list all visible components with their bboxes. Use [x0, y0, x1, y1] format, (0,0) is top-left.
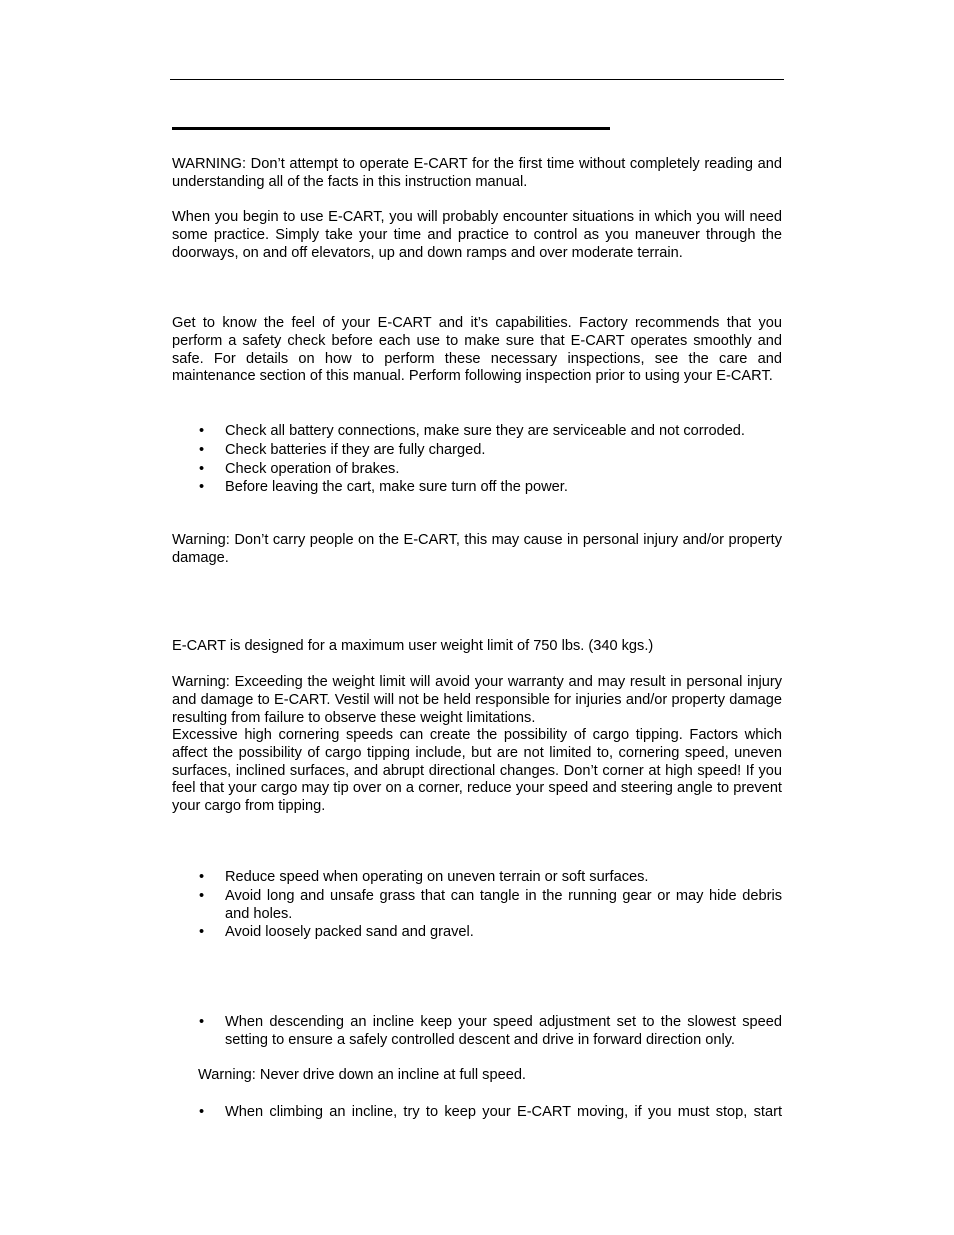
list-item: • Before leaving the cart, make sure turn off the power.	[199, 479, 568, 496]
bullet-icon: •	[199, 1014, 205, 1030]
weight-limit-paragraph: E-CART is designed for a maximum user weight limit of 750 lbs. (340 kgs.)	[172, 638, 654, 654]
bullet-icon: •	[199, 869, 205, 885]
section-heading-rule	[172, 127, 610, 130]
list-item: • Reduce speed when operating on uneven terrain or soft surfaces.	[199, 869, 649, 885]
list-item: • Avoid loosely packed sand and gravel.	[199, 924, 474, 941]
bullet-icon: •	[199, 924, 205, 941]
header-rule	[170, 79, 784, 80]
incline-climb-list	[172, 1104, 782, 1122]
terrain-list	[172, 869, 782, 943]
list-item: • Check all battery connections, make sure they are serviceable and not corroded.	[199, 423, 745, 439]
warning-read-manual: WARNING: Don’t attempt to operate E-CART for the first time without completely reading and understanding all of the facts in this instruction manual.	[172, 156, 782, 190]
practice-paragraph: When you begin to use E-CART, you will probably encounter situations in which you will need some practice. Simply take your time and practice to control as you maneuver through the doorways, on and off elevators, up and down ramps and over moderate terrain.	[172, 209, 782, 261]
bullet-icon: •	[199, 887, 205, 904]
list-item: • When climbing an incline, try to keep your E-CART moving, if you must stop, start	[199, 1104, 782, 1120]
list-item: • Check batteries if they are fully charged.	[199, 441, 486, 458]
incline-descend-list	[172, 1014, 782, 1050]
cornering-paragraph: Excessive high cornering speeds can create the possibility of cargo tipping. Factors which affect the possibility of cargo tipping include, but are not limited to, cornering speed, uneven surfaces, inclined surfaces, and abrupt directional changes. Don’t corner at high speed! If you feel that your cargo may tip over on a corner, reduce your speed and steering angle to prevent your cargo from tipping.	[172, 727, 782, 815]
warning-no-passengers: Warning: Don’t carry people on the E-CART, this may cause in personal injury and/or property damage.	[172, 532, 782, 566]
bullet-icon: •	[199, 1104, 205, 1120]
safety-check-paragraph: Get to know the feel of your E-CART and it’s capabilities. Factory recommends that you perform a safety check before each use to make sure that E-CART operates smoothly and safe. For details on how to perform these necessary inspections, see the care and maintenance section of this manual. Perform following inspection prior to using your E-CART.	[172, 315, 782, 385]
list-item: • When descending an incline keep your speed adjustment set to the slowest speed setting to ensure a safely controlled descent and drive in forward direction only.	[199, 1014, 782, 1048]
inspection-checklist	[172, 423, 782, 498]
warning-weight-limit: Warning: Exceeding the weight limit will avoid your warranty and may result in personal injury and damage to E-CART. Vestil will not be held responsible for injuries and/or property damage resulting from failure to observe these weight limitations.	[172, 674, 782, 726]
list-item: • Check operation of brakes.	[199, 460, 400, 477]
bullet-icon: •	[199, 479, 205, 496]
bullet-icon: •	[199, 441, 205, 458]
bullet-icon: •	[199, 423, 205, 439]
list-item: • Avoid long and unsafe grass that can tangle in the running gear or may hide debris and holes.	[199, 887, 782, 922]
warning-incline-speed: Warning: Never drive down an incline at full speed.	[198, 1067, 526, 1083]
bullet-icon: •	[199, 460, 205, 477]
